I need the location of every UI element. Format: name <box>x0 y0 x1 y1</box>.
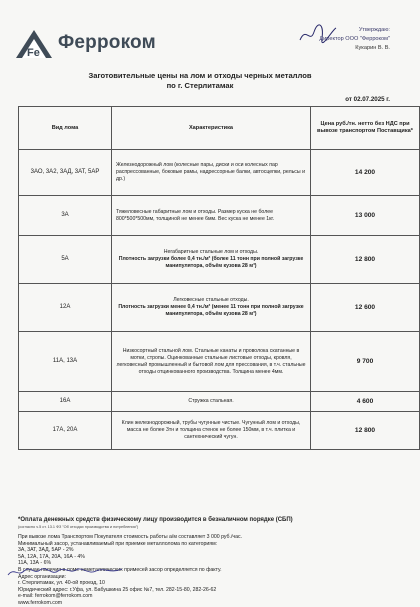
info-category-2: 5А, 12А, 17А, 20А, 16А - 4% <box>18 553 85 560</box>
row-desc: Клин железнодорожный, трубы чугунные чистые. Чугунный лом и отходы, масса не более 3тн и толщина стенок не более 150мм, в т.ч. плитка и сантехнический чугун. <box>112 412 311 450</box>
row-desc: Низкосортный стальной лом. Стальные канаты и проволока скатанные в мотки, стропы. Оцинкованные стальные листовые отходы, кровля, легковесный промышленный и бытовой лом для прессования, в т.ч. стальные отходы отцинкованного производства. Толщина менее 4мм. <box>112 332 311 392</box>
page-title <box>40 71 360 91</box>
info-address-label: Адрес организации: <box>18 573 66 580</box>
row-desc: Тяжеловесные габаритные лом и отходы. Размер куска не более 800*500*500мм, толщиной не менее 6мм. Вес куска не менее 1кг. <box>112 196 311 236</box>
header-type: Вид лома <box>19 107 112 150</box>
row-desc <box>112 236 311 284</box>
price-table <box>18 106 420 450</box>
row-desc-text: Легковесные стальные отходы. <box>173 297 249 303</box>
info-transport: При вывозе лома Транспортом Покупателя стоимость работы а/м составляет 3 000 руб./час. <box>18 534 243 540</box>
row-type: 16А <box>19 392 112 412</box>
table-row <box>19 196 420 236</box>
row-price: 4 600 <box>311 392 420 412</box>
law-reference-note: (согласно ч.5 ст. 13.1 ФЗ "Об отходах производства и потребления") <box>18 525 139 529</box>
title-line-2: по г. Стерлитамак <box>166 81 234 90</box>
row-type: 11А, 13А <box>19 332 112 392</box>
table-row <box>19 236 420 284</box>
row-price: 12 800 <box>311 236 420 284</box>
info-email: e-mail: ferrokom@ferrokom.com <box>18 593 93 600</box>
table-row <box>19 392 420 412</box>
handwritten-note-icon <box>6 565 126 579</box>
table-row <box>19 332 420 392</box>
title-line-1: Заготовительные цены на лом и отходы черных металлов <box>88 71 312 80</box>
row-type: 5А <box>19 236 112 284</box>
approve-title: Утверждаю: <box>358 27 390 33</box>
svg-text:Fe: Fe <box>27 47 40 59</box>
row-desc: Стружка стальная. <box>112 392 311 412</box>
signature-icon <box>298 22 338 46</box>
company-logo <box>14 28 204 64</box>
price-date: от 02.07.2025 г. <box>345 96 390 103</box>
row-type: 12А <box>19 284 112 332</box>
info-impurities: В случае наличия в ломе неметаллических примесей засор определяется по факту. <box>18 566 222 573</box>
approve-role: Директор ООО "Ферроком" <box>319 36 390 42</box>
row-price: 9 700 <box>311 332 420 392</box>
row-price: 14 200 <box>311 150 420 196</box>
approve-name: Кукарин В. В. <box>355 45 390 51</box>
row-type: 17А, 20А <box>19 412 112 450</box>
table-row <box>19 150 420 196</box>
table-row <box>19 284 420 332</box>
row-desc: Железнодорожный лом (колесные пары, диски и оси колесных пар распрессованные, боковые рамы, надрессорные балки, автосцепки, рельсы и др.) <box>112 150 311 196</box>
info-website: www.ferrokom.com <box>18 599 63 606</box>
row-desc-bold: Плотность загрузки менее 0,4 тн./м³ (менее 11 тонн при полной загрузке манипулятора, объём кузова 28 м³) <box>118 304 304 317</box>
row-price: 12 800 <box>311 412 420 450</box>
row-price: 13 000 <box>311 196 420 236</box>
info-category-3: 11А, 13А - 6% <box>18 560 52 567</box>
payment-note: *Оплата денежных средств физическому лицу производится в безналичном порядке (СБП) <box>18 517 293 523</box>
row-desc-bold: Плотность загрузки более 0,4 тн./м³ (более 11 тонн при полной загрузке манипулятора, объём кузова 28 м³) <box>118 256 304 269</box>
table-row <box>19 412 420 450</box>
table-header-row <box>19 107 420 150</box>
info-address: г. Стерлитамак, ул. 40-ой проезд, 10 <box>18 580 105 587</box>
row-type: 3А <box>19 196 112 236</box>
row-desc-text: Негабаритные стальные лом и отходы. <box>163 249 259 255</box>
ferrokom-logo-icon <box>14 28 54 60</box>
info-min-contamination: Минимальный засор, устанавливаемый при приемке металлолома по категориям: <box>18 540 218 547</box>
info-category-1: 3А, 3АТ, 3АД, 5АР - 2% <box>18 547 74 554</box>
header-price: Цена руб./тн. нетто без НДС при вывозе транспортом Поставщика* <box>311 107 420 150</box>
header-desc: Характеристика <box>112 107 311 150</box>
row-desc <box>112 284 311 332</box>
row-price: 12 600 <box>311 284 420 332</box>
row-type: 3АО, 3А2, 3АД, 3АТ, 5АР <box>19 150 112 196</box>
logo-text: Ферроком <box>58 32 156 53</box>
info-legal-address: Юридический адрес: г.Уфа, ул. Бабушкина 25 офис №7, тел. 282-15-80, 282-26-62 <box>18 586 217 593</box>
